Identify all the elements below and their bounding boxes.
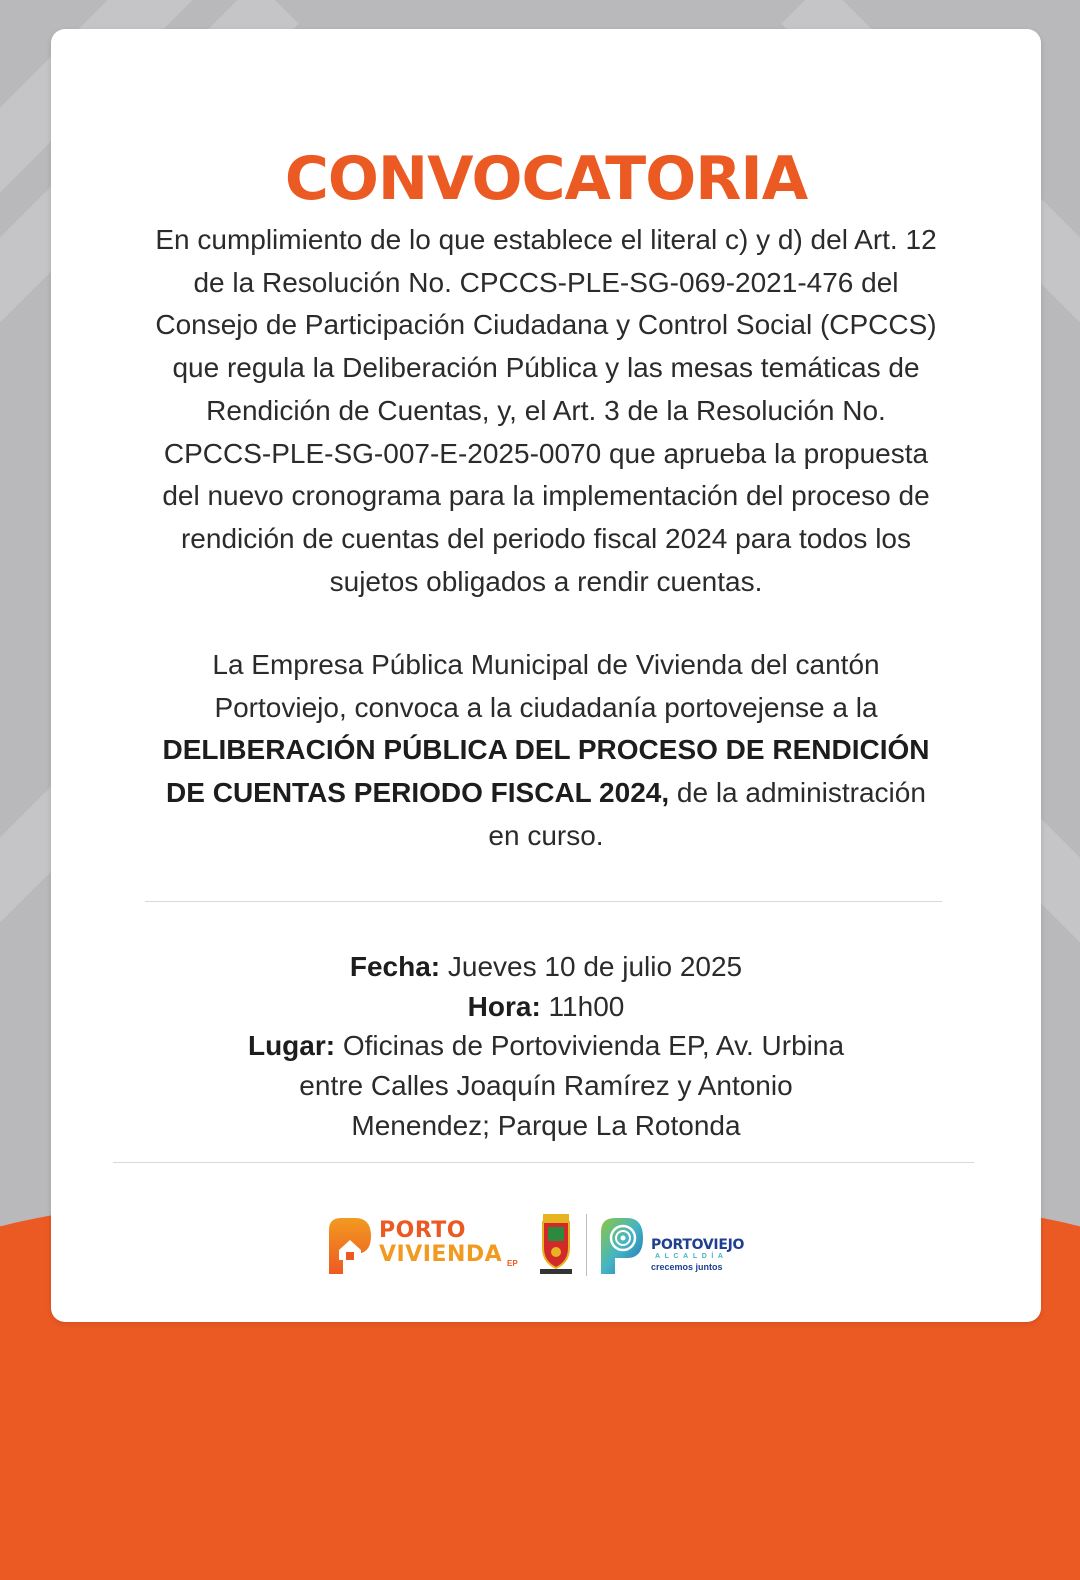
place-label: Lugar: [247, 1030, 336, 1062]
intro-line: rendición de cuentas del periodo fiscal 2024 para todos los [180, 522, 912, 554]
portoviejo-logo [599, 1216, 769, 1278]
intro-line: que regula la Deliberación Pública y las mesas temáticas de [172, 352, 920, 384]
portoviejo-slogan: crecemos juntos [651, 1262, 723, 1272]
portovivienda-logo [321, 1216, 516, 1278]
page-title: CONVOCATORIA [284, 144, 808, 214]
intro-paragraph [131, 219, 961, 603]
intro-line: Rendición de Cuentas, y, el Art. 3 de la Resolución No. [206, 394, 886, 426]
divider [145, 901, 942, 902]
portovivienda-name-line1: PORTO [379, 1218, 466, 1243]
convocation-paragraph [131, 644, 961, 858]
logo-separator [586, 1214, 587, 1276]
portovivienda-name-line2: VIVIENDA [379, 1242, 503, 1267]
intro-line: sujetos obligados a rendir cuentas. [329, 565, 763, 597]
date-label: Fecha: [349, 951, 441, 982]
portoviejo-name: PORTOVIEJO [651, 1237, 745, 1253]
date-value: Jueves 10 de julio 2025 [440, 951, 743, 982]
intro-line: del nuevo cronograma para la implementación del proceso de [162, 480, 930, 512]
portovivienda-suffix: EP [507, 1259, 518, 1268]
convocation-line: La Empresa Pública Municipal de Vivienda del cantón [212, 649, 880, 680]
intro-line: En cumplimiento de lo que establece el literal c) y d) del Art. 12 [155, 224, 937, 255]
event-details [191, 947, 901, 1146]
event-name-bold: DE CUENTAS PERIODO FISCAL 2024, [166, 777, 670, 809]
event-name-bold: DELIBERACIÓN PÚBLICA DEL PROCESO DE RENDICIÓN [162, 734, 930, 766]
logo-bar [321, 1214, 771, 1282]
convocation-line: en curso. [488, 819, 604, 851]
divider [113, 1162, 974, 1163]
intro-line: Consejo de Participación Ciudadana y Control Social (CPCCS) [155, 309, 937, 341]
portoviejo-logo-icon [599, 1216, 645, 1276]
intro-line: CPCCS-PLE-SG-007-E-2025-0070 que aprueba la propuesta [163, 437, 929, 469]
portoviejo-subtitle: ALCALDÍA [655, 1253, 728, 1260]
convocation-line: de la administración [669, 777, 926, 809]
time-value: 11h00 [540, 990, 625, 1022]
convocation-line: Portoviejo, convoca a la ciudadanía portovejense a la [214, 691, 878, 723]
portovivienda-logo-icon [325, 1216, 373, 1276]
municipal-shield-icon [537, 1214, 575, 1276]
intro-line: de la Resolución No. CPCCS-PLE-SG-069-2021-476 del [193, 266, 899, 298]
announcement-card [51, 29, 1041, 1322]
time-label: Hora: [467, 990, 541, 1022]
place-value: Menendez; Parque La Rotonda [351, 1109, 741, 1141]
place-value: Oficinas de Portovivienda EP, Av. Urbina [335, 1030, 845, 1062]
place-value: entre Calles Joaquín Ramírez y Antonio [299, 1070, 793, 1102]
